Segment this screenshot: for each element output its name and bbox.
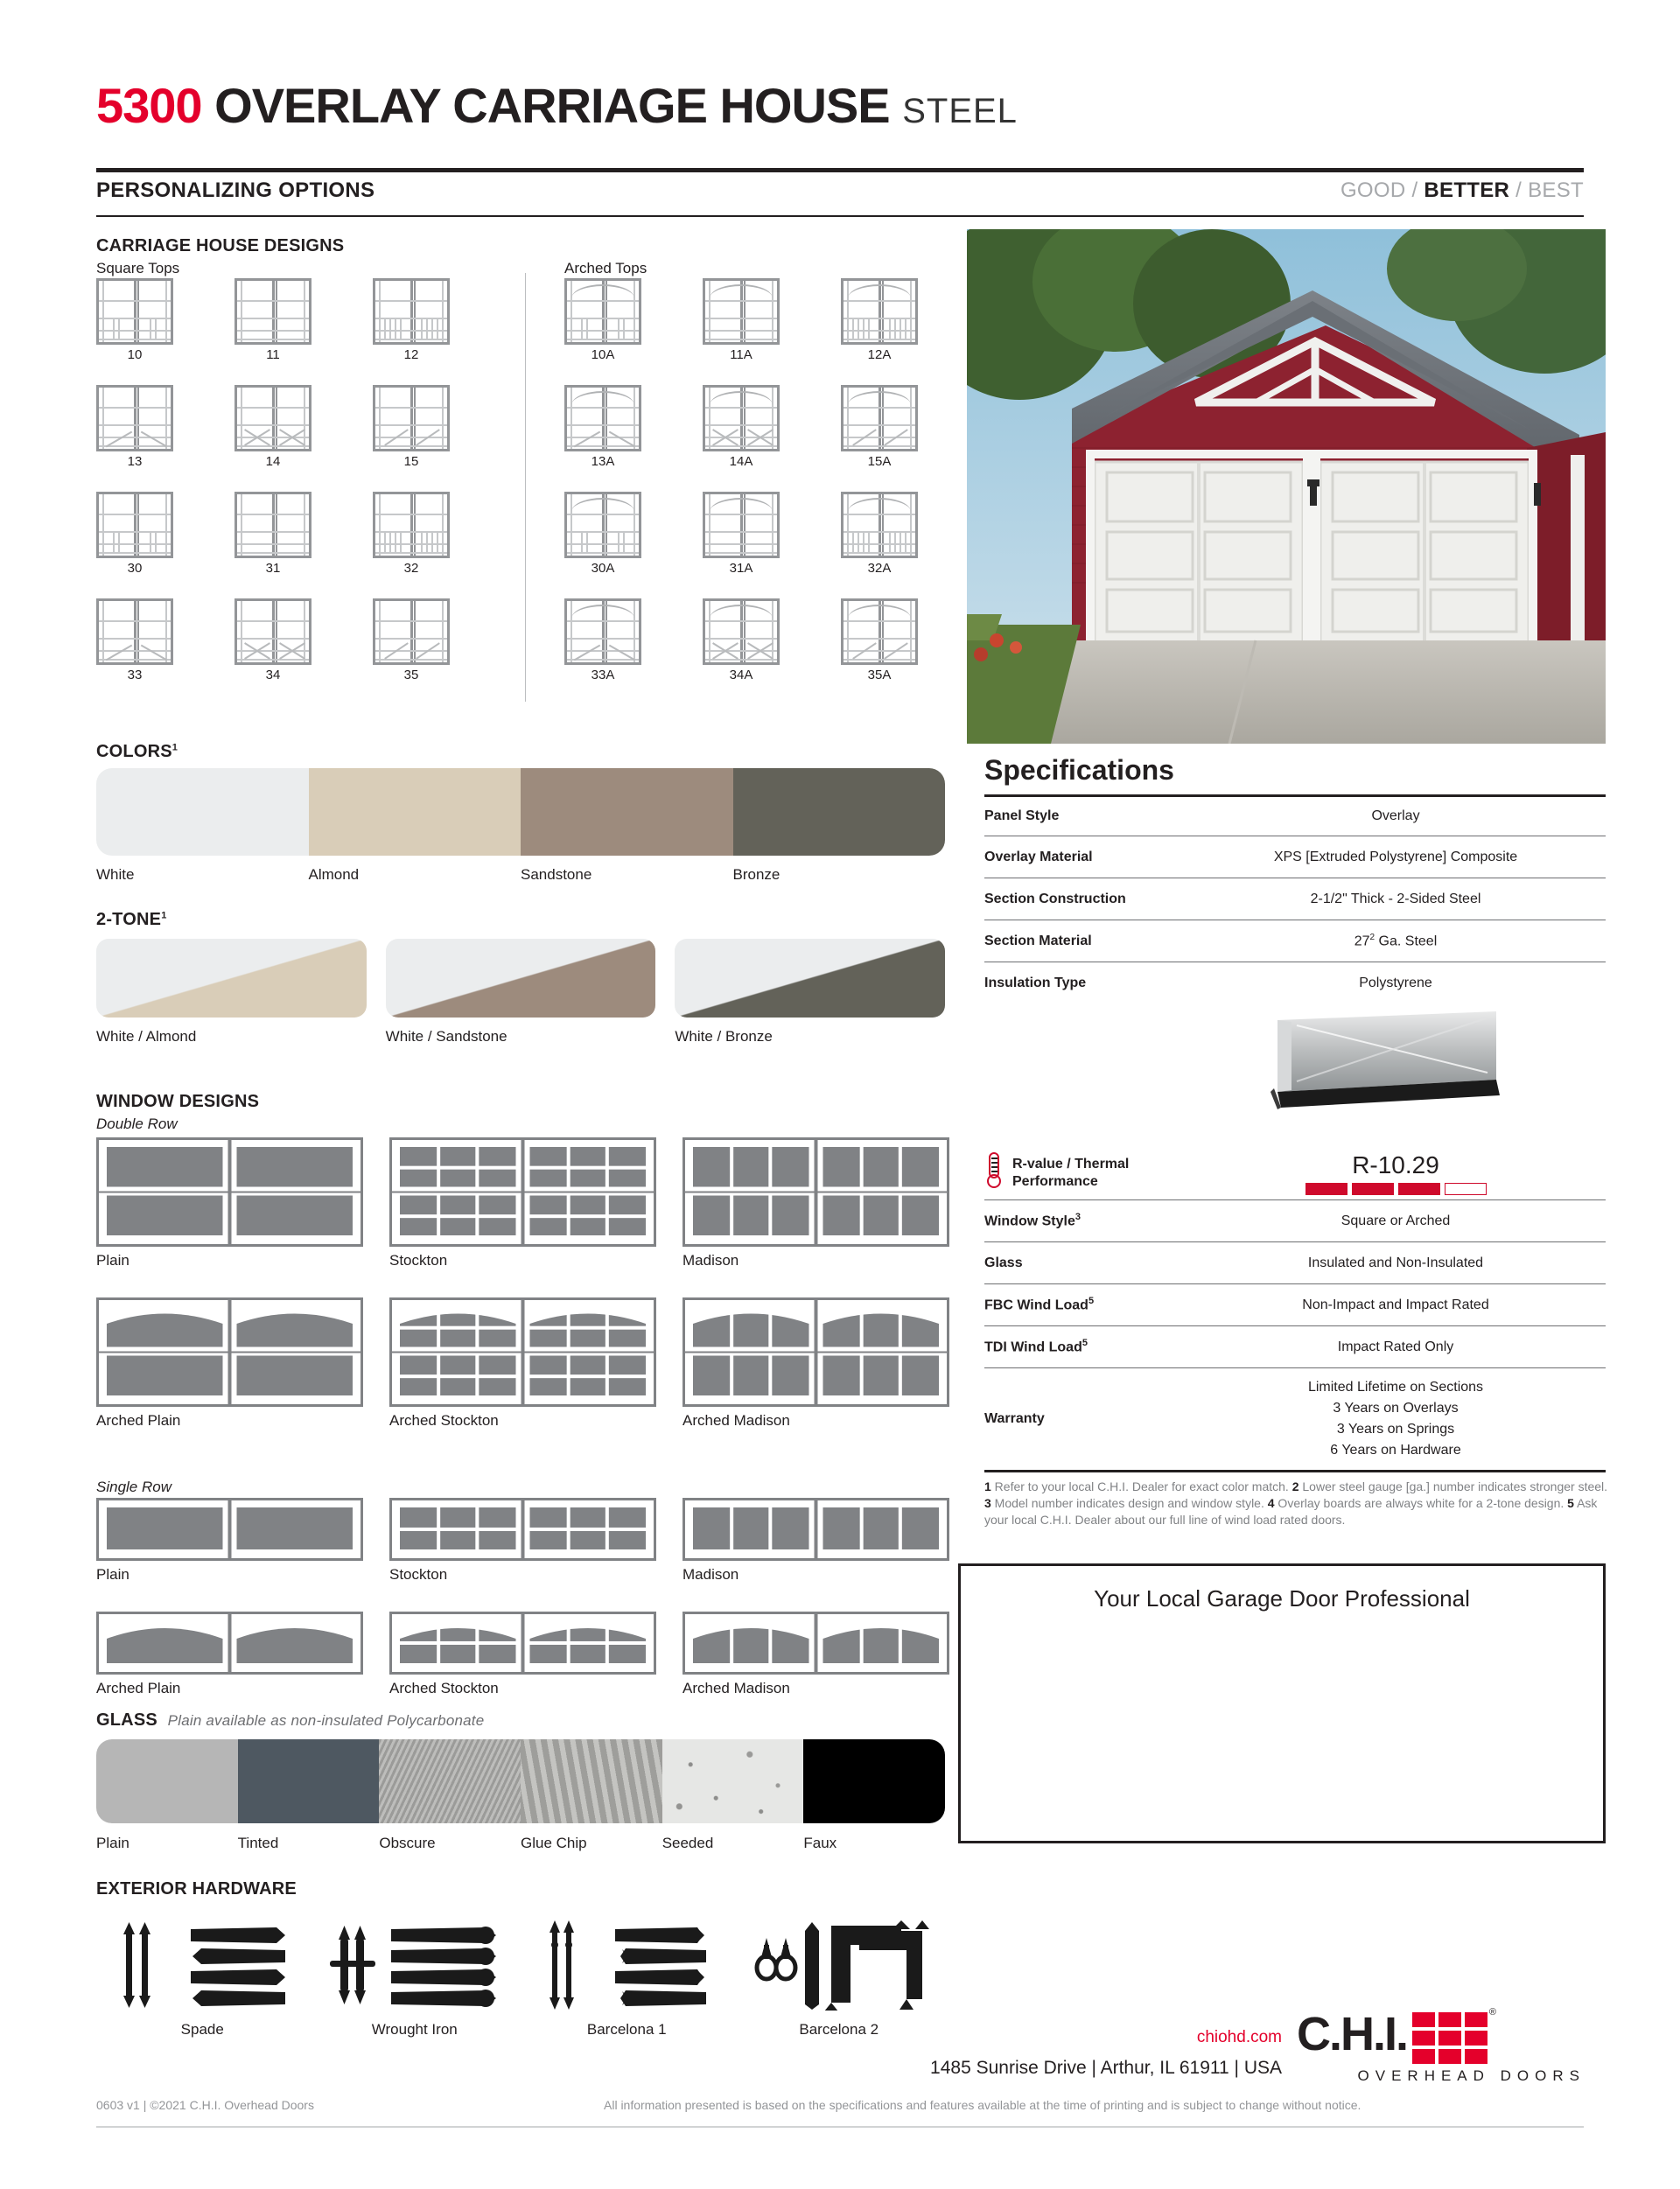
design-label: 32A: [867, 561, 892, 576]
design-label: 14: [265, 454, 281, 469]
design-label: 30A: [591, 561, 615, 576]
window-figure: [682, 1612, 949, 1675]
door-design-figure: [96, 385, 173, 451]
window-design-cell[interactable]: [682, 1137, 954, 1269]
subtitle: PERSONALIZING OPTIONS: [96, 178, 375, 202]
glass-label: Tinted: [237, 1835, 279, 1851]
window-design-label: Arched Plain: [96, 1412, 181, 1429]
two-tone-swatch[interactable]: [96, 939, 367, 1018]
design-label: 32: [403, 561, 419, 576]
hardware-item[interactable]: [309, 1916, 522, 2012]
color-label: Bronze: [732, 866, 780, 883]
color-label: Sandstone: [521, 866, 592, 883]
door-design-figure: [96, 278, 173, 345]
colors-heading-text: COLORS: [96, 742, 172, 761]
spec-value: XPS [Extruded Polystyrene] Composite: [1273, 849, 1518, 864]
warranty-line: 6 Years on Hardware: [1330, 1443, 1461, 1458]
door-design-figure: [373, 492, 450, 558]
arched-tops-label: Arched Tops: [564, 260, 648, 276]
window-design-cell[interactable]: [389, 1612, 661, 1697]
r-value-bar: [1306, 1183, 1348, 1195]
window-design-label: Madison: [682, 1566, 739, 1583]
warranty-value: [1186, 1377, 1606, 1461]
glass-heading: [96, 1710, 484, 1731]
disclaimer-text: All information presented is based on the specifications and features available at the time of printing and is subject to change without notice.: [604, 2098, 1362, 2112]
design-cell-33A[interactable]: [564, 598, 641, 682]
dealer-text: Your Local Garage Door Professional: [1094, 1585, 1470, 1612]
door-design-figure: [234, 598, 312, 665]
design-cell-13[interactable]: [96, 385, 173, 469]
window-figure: [682, 1137, 949, 1247]
tier-sep-2: /: [1516, 178, 1522, 202]
two-tone-heading: [96, 910, 167, 930]
hardware-item[interactable]: [521, 1916, 733, 2012]
design-cell-15A[interactable]: [841, 385, 918, 469]
window-design-cell[interactable]: [389, 1498, 661, 1584]
spec-row: [984, 920, 1606, 962]
specifications-table-2: [984, 1200, 1606, 1472]
door-design-figure: [841, 385, 918, 451]
two-tone-swatches: [96, 939, 945, 1018]
spec-value: Non-Impact and Impact Rated: [1302, 1297, 1489, 1312]
spec-row: [984, 794, 1606, 836]
glass-swatch[interactable]: [521, 1739, 662, 1823]
spec-value: Polystyrene: [1359, 976, 1432, 990]
window-design-cell[interactable]: [682, 1498, 954, 1584]
window-figure: [96, 1297, 363, 1407]
door-design-figure: [703, 492, 780, 558]
footnotes: 1 Refer to your local C.H.I. Dealer for exact color match. 2 Lower steel gauge [ga.] number indicates stronger steel. 3 Model number indicates design and window style. 4 Overlay boards are always white for a 2-tone design. 5 Ask your local C.H.I. Dealer about our full line of wind load rated doors.: [984, 1479, 1608, 1527]
spec-row: [984, 962, 1606, 1004]
color-swatch[interactable]: [521, 768, 733, 856]
r-value-number: R-10.29: [1352, 1150, 1439, 1178]
window-design-cell[interactable]: [96, 1498, 368, 1584]
design-cell-10A[interactable]: [564, 278, 641, 362]
design-label: 15A: [867, 454, 892, 469]
spec-value: Overlay: [1371, 808, 1420, 823]
door-design-figure: [564, 492, 641, 558]
spec-key: Window Style$^3$: [984, 1212, 1081, 1229]
footnote-number: 4: [1267, 1495, 1275, 1510]
glass-swatch[interactable]: [238, 1739, 380, 1823]
door-design-figure: [96, 492, 173, 558]
r-value-key-line2: Performance: [1012, 1173, 1098, 1189]
design-cell-32A[interactable]: [841, 492, 918, 576]
version-text: 0603 v1 | ©2021 C.H.I. Overhead Doors: [96, 2098, 314, 2112]
hardware-label: Barcelona 1: [586, 2021, 667, 2038]
glass-swatch[interactable]: [379, 1739, 521, 1823]
two-tone-swatch[interactable]: [386, 939, 656, 1018]
door-design-figure: [373, 598, 450, 665]
title-text: OVERLAY CARRIAGE HOUSE: [214, 78, 890, 133]
design-cell-34A[interactable]: [703, 598, 780, 682]
window-designs-heading: WINDOW DESIGNS: [96, 1092, 260, 1111]
warranty-key: Warranty: [984, 1411, 1045, 1426]
window-design-cell[interactable]: [96, 1137, 368, 1269]
two-tone-label: White / Sandstone: [385, 1028, 508, 1045]
square-tops-grid: [96, 278, 499, 716]
spec-value: Impact Rated Only: [1337, 1339, 1454, 1354]
registered-mark: ®: [1488, 2007, 1497, 2018]
door-design-figure: [234, 492, 312, 558]
design-label: 35: [403, 668, 419, 682]
spec-key: Insulation Type: [984, 976, 1087, 990]
hardware-figure: [535, 1919, 718, 2011]
design-label: 11A: [730, 347, 752, 362]
color-label: Almond: [308, 866, 360, 883]
door-design-figure: [564, 278, 641, 345]
company-address: 1485 Sunrise Drive | Arthur, IL 61911 | USA: [930, 2058, 1282, 2078]
two-tone-footnote-mark: 1: [161, 910, 167, 921]
spec-row: [984, 1326, 1606, 1368]
two-tone-heading-text: 2-TONE: [96, 910, 162, 929]
single-row-label: Single Row: [96, 1479, 172, 1495]
thermometer-icon: [984, 1151, 1004, 1195]
subtitle-rule: [96, 215, 1584, 217]
window-figure: [389, 1612, 656, 1675]
window-figure: [96, 1498, 363, 1561]
spec-row: [984, 1284, 1606, 1326]
window-design-label: Arched Stockton: [389, 1680, 499, 1696]
design-label: 10A: [591, 347, 615, 362]
design-cell-31[interactable]: [234, 492, 312, 576]
window-design-label: Arched Stockton: [389, 1412, 499, 1429]
designs-divider: [525, 273, 526, 702]
window-design-label: Stockton: [389, 1566, 448, 1583]
spec-key: FBC Wind Load$^5$: [984, 1296, 1095, 1313]
spec-value: $27^2$ Ga. Steel: [1354, 932, 1438, 949]
glass-heading-text: GLASS: [96, 1710, 158, 1730]
glass-labels: [96, 1835, 945, 1852]
window-design-label: Arched Madison: [682, 1680, 790, 1696]
design-label: 31A: [729, 561, 753, 576]
color-label: White: [96, 866, 135, 883]
warranty-row: [984, 1368, 1606, 1472]
design-label: 33: [127, 668, 143, 682]
r-value-bars: [1186, 1183, 1606, 1195]
spec-key: Glass: [984, 1255, 1023, 1270]
glass-label: Seeded: [662, 1835, 714, 1851]
double-row-label: Double Row: [96, 1115, 178, 1132]
window-figure: [389, 1498, 656, 1561]
page-title: [96, 77, 1018, 134]
design-label: 31: [265, 561, 281, 576]
hardware-label: Barcelona 2: [799, 2021, 879, 2038]
door-design-figure: [564, 385, 641, 451]
tier-better: BETTER: [1424, 178, 1510, 202]
window-figure: [389, 1137, 656, 1247]
hardware-figure: [323, 1919, 507, 2011]
arched-tops-grid: [564, 278, 967, 716]
glass-swatch[interactable]: [803, 1739, 945, 1823]
window-design-cell[interactable]: [682, 1297, 954, 1430]
spec-value: Insulated and Non-Insulated: [1307, 1255, 1484, 1270]
design-cell-14[interactable]: [234, 385, 312, 469]
r-value-key: [1012, 1156, 1129, 1191]
footnote-number: 3: [984, 1495, 991, 1510]
design-label: 12: [403, 347, 419, 362]
window-design-label: Arched Madison: [682, 1412, 790, 1429]
carriage-house-heading: CARRIAGE HOUSE DESIGNS: [96, 236, 345, 255]
two-tone-labels: [96, 1028, 945, 1046]
window-design-label: Madison: [682, 1252, 739, 1269]
door-design-figure: [841, 278, 918, 345]
window-design-cell[interactable]: [682, 1612, 954, 1697]
window-design-label: Arched Plain: [96, 1680, 181, 1696]
spec-row: [984, 836, 1606, 878]
color-swatch[interactable]: [309, 768, 522, 856]
footnote-number: 1: [984, 1479, 991, 1493]
header-rule: [96, 168, 1584, 172]
design-label: 14A: [729, 454, 753, 469]
chi-logo: [1297, 2007, 1586, 2085]
design-label: 34: [265, 668, 281, 682]
logo-subtitle: OVERHEAD DOORS: [1357, 2067, 1586, 2084]
logo-grid-icon: [1412, 2007, 1497, 2064]
insulation-section-image: [1251, 1004, 1514, 1118]
spec-value: 2-1/2" Thick - 2-Sided Steel: [1310, 891, 1481, 906]
glass-swatches: [96, 1739, 945, 1823]
r-value-bar: [1445, 1183, 1487, 1195]
specifications-table: [984, 794, 1606, 1004]
door-design-figure: [841, 598, 918, 665]
footnote-number: 5: [1567, 1495, 1574, 1510]
hardware-item[interactable]: [96, 1916, 309, 2012]
r-value-row: [984, 1146, 1606, 1200]
spec-row: [984, 1200, 1606, 1242]
spec-key: Panel Style: [984, 808, 1060, 823]
hardware-labels: [96, 2021, 945, 2039]
door-design-figure: [703, 598, 780, 665]
two-tone-swatch[interactable]: [675, 939, 945, 1018]
glass-swatch[interactable]: [96, 1739, 238, 1823]
door-design-figure: [841, 492, 918, 558]
spec-key: Section Material: [984, 933, 1092, 948]
spec-key: Section Construction: [984, 891, 1126, 906]
color-swatch[interactable]: [733, 768, 946, 856]
website-link[interactable]: chiohd.com: [1196, 2028, 1282, 2046]
design-label: 10: [127, 347, 143, 362]
footnote-number: 2: [1292, 1479, 1299, 1493]
window-design-label: Plain: [96, 1252, 130, 1269]
door-design-figure: [564, 598, 641, 665]
window-figure: [389, 1297, 656, 1407]
r-value-key-line1: R-value / Thermal: [1012, 1156, 1130, 1171]
hardware-heading: EXTERIOR HARDWARE: [96, 1879, 297, 1899]
door-design-figure: [373, 385, 450, 451]
design-label: 35A: [867, 668, 892, 682]
design-label: 33A: [591, 668, 615, 682]
hardware-item[interactable]: [733, 1916, 946, 2012]
hardware-label: Spade: [180, 2021, 224, 2038]
logo-wordmark: C.H.I.: [1297, 2008, 1408, 2060]
design-cell-11A[interactable]: [703, 278, 780, 362]
design-cell-12A[interactable]: [841, 278, 918, 362]
glass-label: Plain: [96, 1835, 130, 1851]
spec-value: Square or Arched: [1340, 1213, 1451, 1228]
color-swatch[interactable]: [96, 768, 309, 856]
spec-key: Overlay Material: [984, 849, 1093, 864]
door-design-figure: [703, 385, 780, 451]
design-label: 15: [403, 454, 419, 469]
window-figure: [682, 1498, 949, 1561]
r-value-label: [984, 1151, 1186, 1195]
design-cell-30[interactable]: [96, 492, 173, 576]
colors-heading: [96, 742, 178, 762]
color-labels: [96, 866, 945, 884]
window-design-cell[interactable]: [389, 1137, 661, 1269]
window-design-label: Plain: [96, 1566, 130, 1583]
r-value-bar: [1352, 1183, 1394, 1195]
design-cell-10[interactable]: [96, 278, 173, 362]
door-design-figure: [703, 278, 780, 345]
r-value-bar: [1398, 1183, 1440, 1195]
warranty-line: Limited Lifetime on Sections: [1307, 1380, 1484, 1395]
window-design-cell[interactable]: [389, 1297, 661, 1430]
hardware-figures: [96, 1916, 945, 2012]
two-tone-label: White / Almond: [96, 1028, 197, 1045]
model-number: 5300: [96, 78, 202, 133]
tier-sep-1: /: [1411, 178, 1418, 202]
glass-swatch[interactable]: [662, 1739, 804, 1823]
window-design-cell[interactable]: [96, 1297, 368, 1430]
specifications-title: Specifications: [984, 754, 1174, 786]
design-cell-12[interactable]: [373, 278, 450, 362]
glass-label: Faux: [803, 1835, 837, 1851]
window-figure: [96, 1137, 363, 1247]
garage-house-image: [967, 229, 1606, 744]
warranty-line: 3 Years on Springs: [1336, 1422, 1455, 1437]
color-swatches: [96, 768, 945, 856]
window-design-cell[interactable]: [96, 1612, 368, 1697]
dealer-box: [958, 1563, 1606, 1843]
design-cell-35[interactable]: [373, 598, 450, 682]
r-value-value: [1186, 1151, 1606, 1195]
window-figure: [682, 1297, 949, 1407]
design-cell-35A[interactable]: [841, 598, 918, 682]
design-label: 34A: [729, 668, 753, 682]
glass-label: Glue Chip: [521, 1835, 587, 1851]
design-label: 12A: [867, 347, 892, 362]
design-label: 30: [127, 561, 143, 576]
design-cell-14A[interactable]: [703, 385, 780, 469]
design-cell-33[interactable]: [96, 598, 173, 682]
tier-good: GOOD: [1340, 178, 1406, 202]
two-tone-label: White / Bronze: [675, 1028, 773, 1045]
design-cell-13A[interactable]: [564, 385, 641, 469]
glass-label: Obscure: [379, 1835, 436, 1851]
design-cell-34[interactable]: [234, 598, 312, 682]
door-design-figure: [96, 598, 173, 665]
design-cell-32[interactable]: [373, 492, 450, 576]
material-text: STEEL: [902, 92, 1018, 130]
design-cell-11[interactable]: [234, 278, 312, 362]
design-label: 13A: [591, 454, 615, 469]
footer-rule: [96, 2126, 1584, 2128]
spec-key: TDI Wind Load$^5$: [984, 1338, 1088, 1355]
spec-row: [984, 878, 1606, 920]
door-design-figure: [234, 278, 312, 345]
product-photo: [967, 229, 1606, 744]
design-label: 11: [266, 347, 280, 362]
hardware-label: Wrought Iron: [371, 2021, 458, 2038]
hardware-figure: [110, 1919, 294, 2011]
design-cell-15[interactable]: [373, 385, 450, 469]
window-figure: [96, 1612, 363, 1675]
window-design-label: Stockton: [389, 1252, 448, 1269]
door-design-figure: [234, 385, 312, 451]
design-cell-31A[interactable]: [703, 492, 780, 576]
design-label: 13: [127, 454, 143, 469]
tier-indicator: [1340, 178, 1584, 203]
tier-best: BEST: [1528, 178, 1584, 202]
square-tops-label: Square Tops: [96, 260, 180, 276]
glass-note: Plain available as non-insulated Polycarbonate: [167, 1712, 485, 1729]
spec-row: [984, 1242, 1606, 1284]
design-cell-30A[interactable]: [564, 492, 641, 576]
door-design-figure: [373, 278, 450, 345]
colors-footnote-mark: 1: [172, 742, 178, 753]
hardware-figure: [747, 1919, 931, 2011]
warranty-line: 3 Years on Overlays: [1333, 1401, 1459, 1416]
